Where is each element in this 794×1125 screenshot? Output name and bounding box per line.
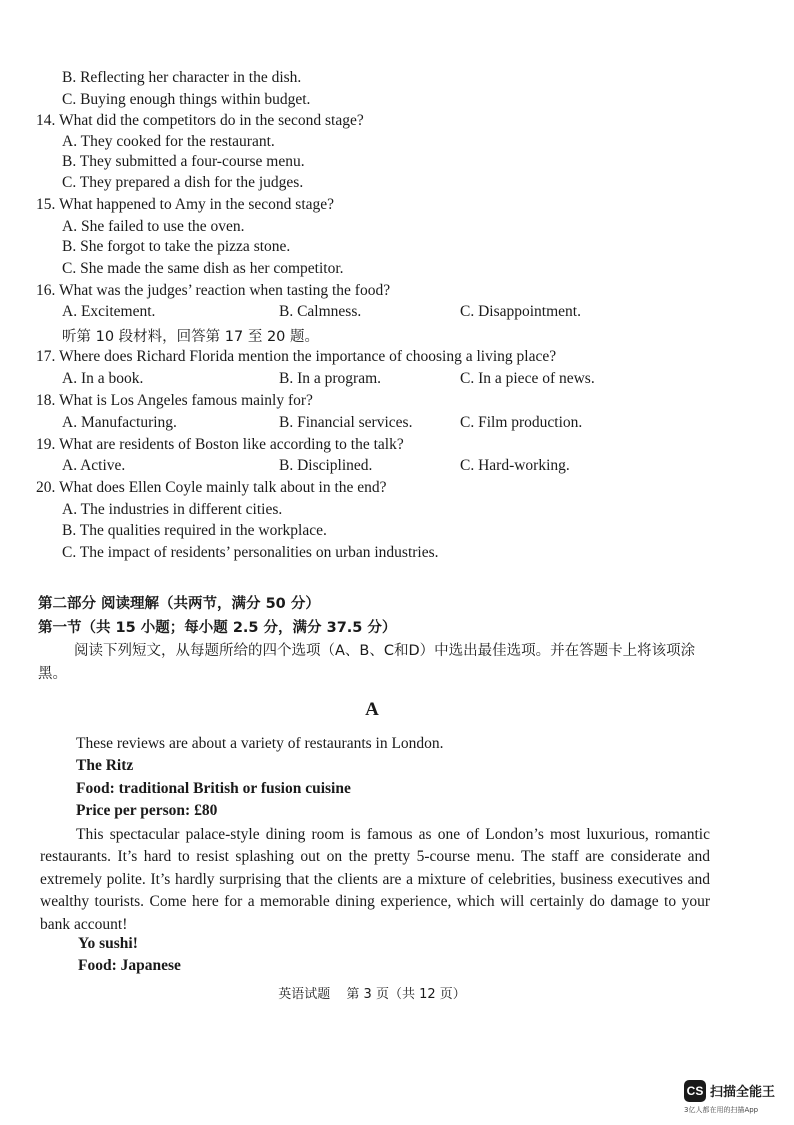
- q20-option-c: C. The impact of residents’ personalities on urban industries.: [62, 544, 439, 561]
- section1-instruction: 阅读下列短文，从每题所给的四个选项（A、B、C和D）中选出最佳选项。并在答题卡上将该项涂黑。: [38, 643, 696, 682]
- q17-option-a: A. In a book.: [62, 370, 144, 387]
- scanner-app-name: 扫描全能王: [710, 1085, 776, 1100]
- footer-page-number: 第 3 页（共 12 页）: [346, 987, 466, 1002]
- yo-sushi-food-type: Food: Japanese: [78, 957, 181, 974]
- q13-option-c: C. Buying enough things within budget.: [62, 91, 311, 108]
- q16-option-c: C. Disappointment.: [460, 303, 581, 320]
- q15-option-c: C. She made the same dish as her competitor.: [62, 260, 344, 277]
- ritz-price: Price per person: £80: [76, 802, 218, 819]
- q20-stem: 20. What does Ellen Coyle mainly talk about in the end?: [36, 479, 387, 496]
- scanner-tagline: 3亿人都在用的扫描App: [684, 1106, 759, 1114]
- q18-option-a: A. Manufacturing.: [62, 414, 177, 431]
- part2-heading: 第二部分 阅读理解（共两节，满分 50 分）: [38, 596, 320, 612]
- ritz-review: This spectacular palace-style dining room is famous as one of London’s most luxurious, romantic restaurants. It’s hard to resist splashing out on the pretty 5-course menu. The staff are considerate and extremely polite. It’s hardly surprising that the clients are a mixture of celebrities, business executives and wealthy tourists. Come here for a memorable dining experience, which will certainly do damage to your bank account!: [40, 826, 710, 933]
- ritz-food-type: Food: traditional British or fusion cuisine: [76, 780, 351, 797]
- q18-stem: 18. What is Los Angeles famous mainly for?: [36, 392, 313, 409]
- q20-option-b: B. The qualities required in the workplace.: [62, 522, 327, 539]
- q17-option-c: C. In a piece of news.: [460, 370, 595, 387]
- q17-option-b: B. In a program.: [279, 370, 382, 387]
- q13-option-b: B. Reflecting her character in the dish.: [62, 69, 302, 86]
- restaurant-name-yo-sushi: Yo sushi!: [78, 935, 138, 952]
- q16-option-a: A. Excitement.: [62, 303, 156, 320]
- q19-option-b: B. Disciplined.: [279, 457, 373, 474]
- q14-option-c: C. They prepared a dish for the judges.: [62, 174, 304, 191]
- listening-instruction: 听第 10 段材料，回答第 17 至 20 题。: [62, 329, 320, 345]
- section1-heading: 第一节（共 15 小题；每小题 2.5 分，满分 37.5 分）: [38, 620, 397, 636]
- q14-option-a: A. They cooked for the restaurant.: [62, 133, 275, 150]
- q17-stem: 17. Where does Richard Florida mention the importance of choosing a living place?: [36, 348, 557, 365]
- q16-stem: 16. What was the judges’ reaction when tasting the food?: [36, 282, 391, 299]
- q16-option-b: B. Calmness.: [279, 303, 362, 320]
- passage-letter: A: [365, 699, 379, 720]
- q20-option-a: A. The industries in different cities.: [62, 501, 283, 518]
- restaurant-name-ritz: The Ritz: [76, 757, 134, 774]
- q18-option-c: C. Film production.: [460, 414, 583, 431]
- page-footer: [0, 983, 744, 1002]
- footer-subject: 英语试题: [278, 987, 331, 1002]
- passage-intro: These reviews are about a variety of restaurants in London.: [76, 735, 444, 752]
- q15-option-b: B. She forgot to take the pizza stone.: [62, 238, 291, 255]
- q18-option-b: B. Financial services.: [279, 414, 413, 431]
- q19-stem: 19. What are residents of Boston like according to the talk?: [36, 436, 404, 453]
- q14-option-b: B. They submitted a four-course menu.: [62, 153, 305, 170]
- camscanner-logo: CS: [684, 1080, 706, 1102]
- q19-option-c: C. Hard-working.: [460, 457, 570, 474]
- q19-option-a: A. Active.: [62, 457, 126, 474]
- q15-option-a: A. She failed to use the oven.: [62, 218, 245, 235]
- scanner-watermark: [684, 1080, 790, 1120]
- q14-stem: 14. What did the competitors do in the second stage?: [36, 112, 364, 129]
- q15-stem: 15. What happened to Amy in the second stage?: [36, 196, 335, 213]
